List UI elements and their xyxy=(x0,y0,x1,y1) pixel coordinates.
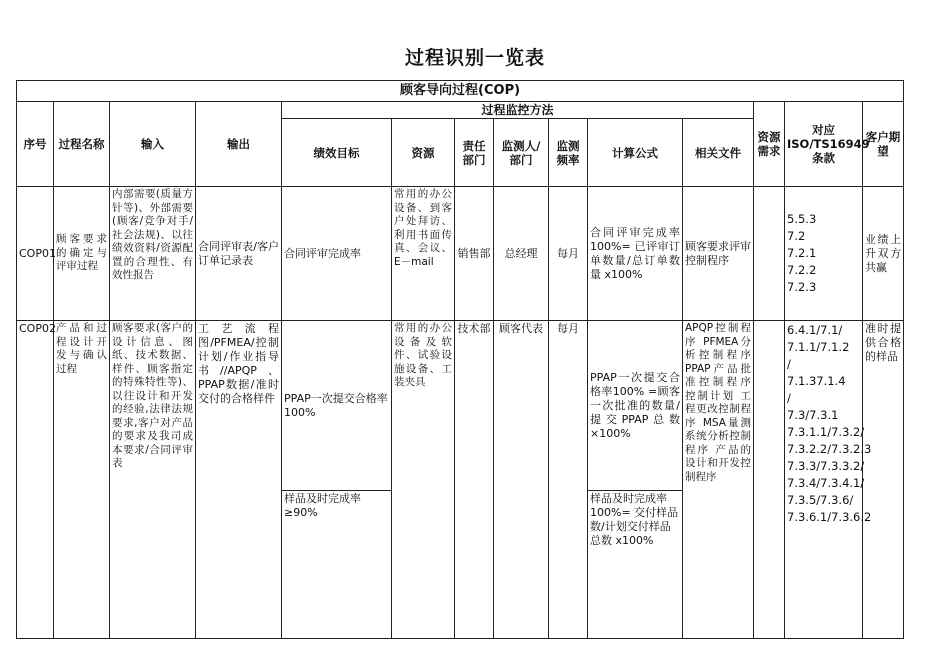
cell-formula: 样品及时完成率 100%= 交付样品数/计划交付样品总数 x100% xyxy=(588,491,683,639)
cell-seq: COP02 xyxy=(17,321,54,639)
iso-clause-line: / xyxy=(787,357,791,371)
header-responsible-dept: 责任部门 xyxy=(455,119,494,187)
cell-monitor-person: 总经理 xyxy=(494,187,549,321)
iso-clause-line: 7.3.6.1/7.3.6.2 xyxy=(787,510,872,524)
cell-customer-expectation: 准时提供合格的样品 xyxy=(863,321,904,639)
cell-documents: 顾客要求评审控制程序 xyxy=(683,187,754,321)
cell-resources: 常用的办公设备、到客户处拜访、利用书面传真、会议、E－mail xyxy=(392,187,455,321)
header-formula: 计算公式 xyxy=(588,119,683,187)
iso-clause-line: 7.3.3/7.3.3.2/ xyxy=(787,459,865,473)
cell-iso-clause xyxy=(785,187,863,321)
cell-kpi: 合同评审完成率 xyxy=(282,187,392,321)
cell-resource-needs xyxy=(754,187,785,321)
cell-process-name: 产品和过程设计开发与确认过程 xyxy=(54,321,110,639)
iso-clause-line: / xyxy=(787,391,791,405)
header-frequency: 监测频率 xyxy=(549,119,588,187)
iso-clause-line: 7.3.4/7.3.4.1/ xyxy=(787,476,865,490)
cell-responsible-dept: 销售部 xyxy=(455,187,494,321)
cell-customer-expectation: 业绩上升双方共赢 xyxy=(863,187,904,321)
header-iso-clause: 对应ISO/TS16949条款 xyxy=(785,102,863,187)
iso-clause-line: 6.4.1/7.1/ xyxy=(787,323,843,337)
iso-clause-line: 7.3.1.1/7.3.2/ xyxy=(787,425,865,439)
header-monitoring-method: 过程监控方法 xyxy=(282,102,754,119)
cell-resource-needs xyxy=(754,321,785,639)
cell-formula: PPAP一次提交合格率100% =顾客一次批准的数量/提交PPAP总数 ×100% xyxy=(588,321,683,491)
cell-resources: 常用的办公设备及软件、试验设施设备、工装夹具 xyxy=(392,321,455,639)
cell-monitor-person: 顾客代表 xyxy=(494,321,549,639)
cell-input: 内部需要(质量方针等)、外部需要(顾客/竞争对手/社会法规)、以往绩效资料/资源配置的合理性、有效性报告 xyxy=(110,187,196,321)
cell-seq: COP01 xyxy=(17,187,54,321)
table-row xyxy=(17,187,904,321)
cell-responsible-dept: 技术部 xyxy=(455,321,494,639)
header-monitor-person: 监测人/部门 xyxy=(494,119,549,187)
iso-clause-line: 7.1.37.1.4 xyxy=(787,374,846,388)
header-output: 输出 xyxy=(196,102,282,187)
header-documents: 相关文件 xyxy=(683,119,754,187)
cell-output: 合同评审表/客户订单记录表 xyxy=(196,187,282,321)
cell-frequency: 每月 xyxy=(549,187,588,321)
cell-input: 顾客要求(客户的设计信息、图纸、技术数据、样件、顾客指定的特殊特性等)、以往设计和开发的经验,法律法规要求,客户对产品的要求及我司成本要求/合同评审表 xyxy=(110,321,196,639)
header-resource-needs: 资源需求 xyxy=(754,102,785,187)
header-kpi: 绩效目标 xyxy=(282,119,392,187)
iso-clause-line: 7.3.5/7.3.6/ xyxy=(787,493,854,507)
header-resources: 资源 xyxy=(392,119,455,187)
cell-kpi: 样品及时完成率≥90% xyxy=(282,491,392,639)
table-row xyxy=(17,321,904,491)
section-title: 顾客导向过程(COP) xyxy=(17,81,904,102)
process-table xyxy=(16,80,904,639)
iso-clause-line: 7.1.1/7.1.2 xyxy=(787,340,850,354)
iso-clause-line: 7.3.2.2/7.3.2.3 xyxy=(787,442,872,456)
header-customer-expectation: 客户期望 xyxy=(863,102,904,187)
cell-output: 工艺流程图/PFMEA/控制计划/作业指导书//APQP、PPAP数据/准时交付的合格样件 xyxy=(196,321,282,639)
header-seq: 序号 xyxy=(17,102,54,187)
cell-formula: 合同评审完成率 100%= 已评审订单数量/总订单数量 x100% xyxy=(588,187,683,321)
iso-clause-line: 7.2.1 xyxy=(787,246,817,260)
cell-frequency: 每月 xyxy=(549,321,588,639)
cell-process-name: 顾客要求的确定与评审过程 xyxy=(54,187,110,321)
header-process-name: 过程名称 xyxy=(54,102,110,187)
iso-clause-line: 7.2 xyxy=(787,229,806,243)
iso-clause-line: 7.3/7.3.1 xyxy=(787,408,839,422)
iso-clause-line: 5.5.3 xyxy=(787,212,817,226)
iso-clause-line: 7.2.2 xyxy=(787,263,817,277)
header-input: 输入 xyxy=(110,102,196,187)
cell-iso-clause xyxy=(785,321,872,639)
cell-documents: APQP控制程序 PFMEA分析控制程序 PPAP产品批准控制程序 控制计划 工程更改控制程序 MSA量测系统分析控制程序 产品的设计和开发控制程序 xyxy=(683,321,754,639)
iso-clause-line: 7.2.3 xyxy=(787,280,817,294)
page-title: 过程识别一览表 xyxy=(404,47,545,69)
cell-kpi: PPAP一次提交合格率100% xyxy=(282,321,392,491)
